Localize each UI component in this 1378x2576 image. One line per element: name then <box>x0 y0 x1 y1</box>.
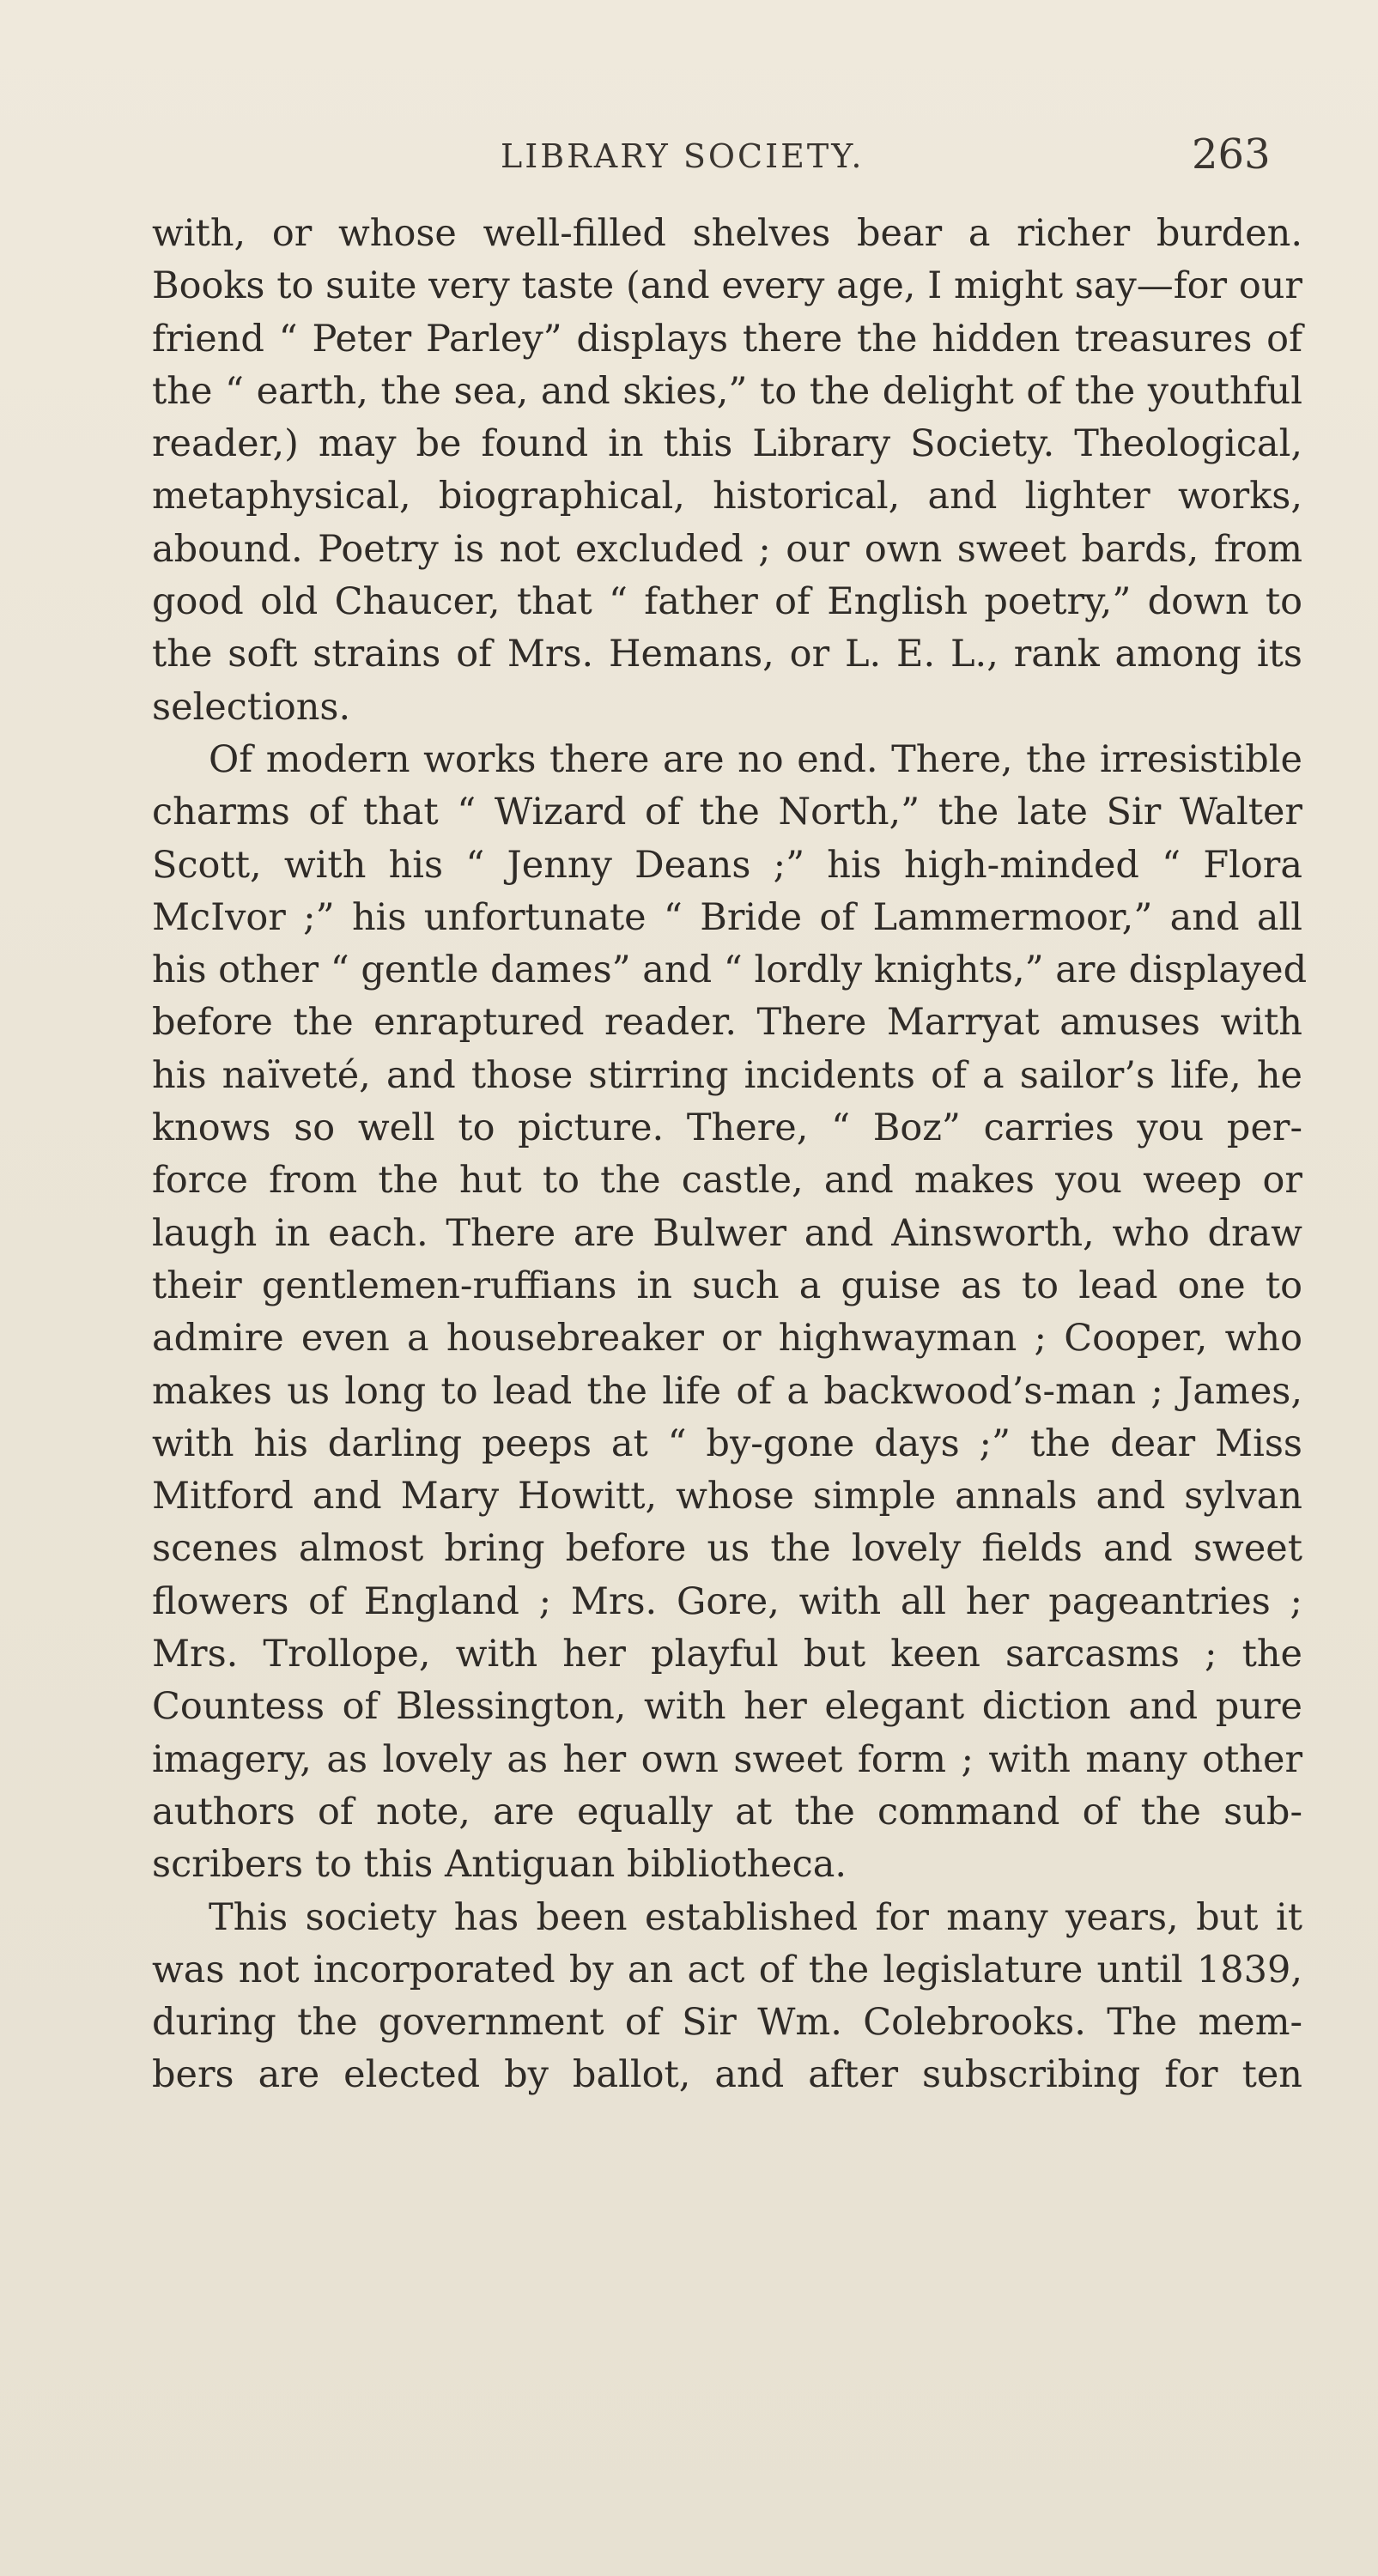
text-line: friend “ Peter Parley” displays there the hidden treasures of <box>152 317 1302 361</box>
text-line: with, or whose well-filled shelves bear a richer burden. <box>152 212 1302 255</box>
text-line: selections. <box>152 685 351 729</box>
text-line: metaphysical, biographical, historical, and lighter works, <box>152 475 1302 518</box>
text-line: imagery, as lovely as her own sweet form ; with many other <box>152 1737 1302 1781</box>
text-line: before the enraptured reader. There Marryat amuses with <box>152 1001 1302 1045</box>
text-line: knows so well to picture. There, “ Boz” carries you per- <box>152 1106 1302 1150</box>
text-line: their gentlemen-ruffians in such a guise as to lead one to <box>152 1264 1302 1307</box>
text-line: force from the hut to the castle, and makes you weep or <box>152 1159 1302 1203</box>
text-line: the “ earth, the sea, and skies,” to the delight of the youthful <box>152 369 1302 413</box>
text-line: authors of note, are equally at the command of the sub- <box>152 1790 1302 1834</box>
text-line: Countess of Blessington, with her elegant diction and pure <box>152 1685 1302 1729</box>
page-header <box>0 130 1378 189</box>
text-line: admire even a housebreaker or highwayman ; Cooper, who <box>152 1317 1302 1361</box>
text-line: bers are elected by ballot, and after subscribing for ten <box>152 2053 1302 2097</box>
text-line: makes us long to lead the life of a backwood’s-man ; James, <box>152 1369 1302 1413</box>
text-line: McIvor ;” his unfortunate “ Bride of Lammermoor,” and all <box>152 895 1302 939</box>
text-line: his naïveté, and those stirring incidents of a sailor’s life, he <box>152 1053 1302 1097</box>
text-line: scribers to this Antiguan bibliotheca. <box>152 1843 847 1887</box>
page-number: 263 <box>1192 130 1271 179</box>
text-line: with his darling peeps at “ by-gone days ;” the dear Miss <box>152 1421 1302 1465</box>
text-line: Scott, with his “ Jenny Deans ;” his high-minded “ Flora <box>152 843 1302 887</box>
body-text <box>152 208 1308 2102</box>
text-line: scenes almost bring before us the lovely fields and sweet <box>152 1527 1302 1571</box>
text-line: during the government of Sir Wm. Colebrooks. The mem- <box>152 2001 1302 2045</box>
text-line: Mrs. Trollope, with her playful but keen sarcasms ; the <box>152 1633 1302 1676</box>
text-line: laugh in each. There are Bulwer and Ainsworth, who draw <box>152 1211 1302 1255</box>
text-line: charms of that “ Wizard of the North,” the late Sir Walter <box>152 791 1302 834</box>
paragraph-first-line: This society has been established for many years, but it <box>209 1895 1302 1939</box>
text-line: reader,) may be found in this Library Society. Theological, <box>152 422 1302 466</box>
text-line: his other “ gentle dames” and “ lordly knights,” are displayed <box>152 949 1308 992</box>
text-line: Mitford and Mary Howitt, whose simple annals and sylvan <box>152 1475 1302 1518</box>
text-line: abound. Poetry is not excluded ; our own sweet bards, from <box>152 527 1302 571</box>
running-head: LIBRARY SOCIETY. <box>501 137 865 175</box>
text-line: flowers of England ; Mrs. Gore, with all her pageantries ; <box>152 1579 1302 1623</box>
text-line: was not incorporated by an act of the legislature until 1839, <box>152 1948 1302 1991</box>
text-line: Books to suite very taste (and every age, I might say—for our <box>152 264 1302 308</box>
paragraph-first-line: Of modern works there are no end. There, the irresistible <box>209 737 1302 781</box>
text-line: the soft strains of Mrs. Hemans, or L. E. L., rank among its <box>152 633 1302 676</box>
text-line: good old Chaucer, that “ father of English poetry,” down to <box>152 580 1302 624</box>
